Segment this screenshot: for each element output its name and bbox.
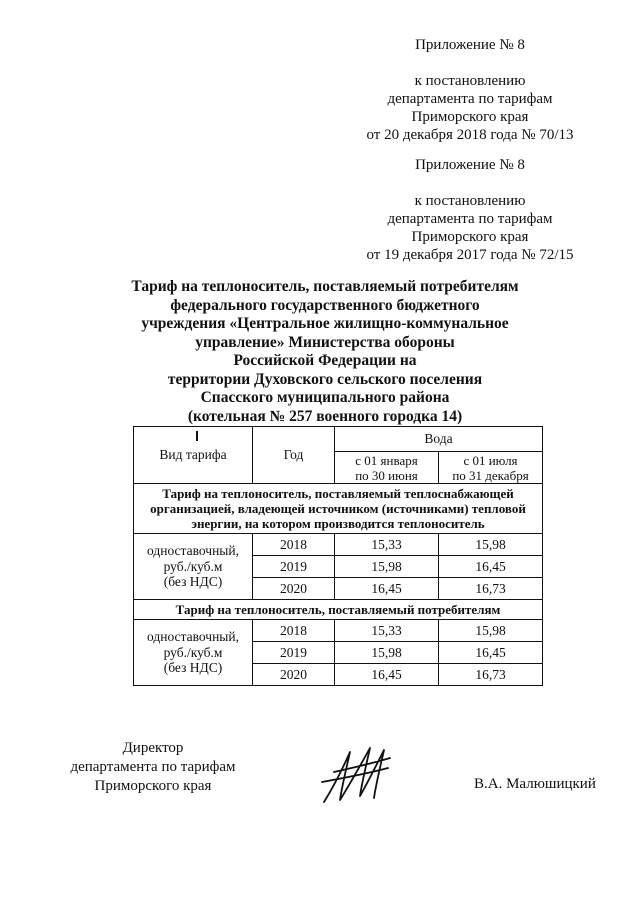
title-line: управление» Министерства обороны: [195, 333, 455, 351]
signatory-position: [48, 739, 258, 796]
value-second-half: 16,73: [439, 664, 543, 686]
year-cell: 2019: [253, 556, 335, 578]
appendix-title: Приложение № 8: [415, 37, 525, 53]
tariff-type-cell: [134, 534, 253, 600]
value-second-half: 15,98: [439, 620, 543, 642]
value-first-half: 16,45: [335, 578, 439, 600]
value-first-half: 15,98: [335, 642, 439, 664]
title-line: Тариф на теплоноситель, поставляемый потребителям: [131, 278, 519, 295]
table-row: [134, 620, 543, 642]
value-first-half: 15,33: [335, 534, 439, 556]
appendix-line: от 20 декабря 2018 года № 70/13: [366, 127, 574, 143]
tariff-type-line: руб./куб.м: [163, 558, 223, 574]
appendix-line: департамента по тарифам: [387, 91, 553, 107]
appendix-line: Приморского края: [411, 109, 529, 125]
title-line: (котельная № 257 военного городка 14): [187, 407, 463, 425]
value-first-half: 16,45: [335, 664, 439, 686]
appendix-line: от 19 декабря 2017 года № 72/15: [366, 247, 574, 263]
header-period-line: с 01 января: [355, 452, 418, 468]
appendix-line: департамента по тарифам: [387, 211, 553, 227]
value-first-half: 15,33: [335, 620, 439, 642]
appendix-line: к постановлению: [414, 193, 526, 209]
table-row: [134, 534, 543, 556]
appendix-line: Приморского края: [411, 229, 529, 245]
title-line: федерального государственного бюджетного: [170, 296, 480, 314]
tariff-type-line: (без НДС): [163, 660, 223, 676]
year-cell: 2018: [253, 620, 335, 642]
year-cell: 2019: [253, 642, 335, 664]
header-period-line: по 31 декабря: [452, 467, 529, 483]
value-second-half: 16,45: [439, 556, 543, 578]
section-title: Тариф на теплоноситель, поставляемый теплоснабжающей организацией, владеющей источником (источниками) тепловой энергии, на котором производится теплоноситель: [134, 484, 543, 534]
position-line: Приморского края: [94, 778, 212, 794]
tariff-type-line: руб./куб.м: [163, 644, 223, 660]
value-second-half: 16,73: [439, 578, 543, 600]
header-period-first-half: [335, 452, 439, 484]
title-line: Спасского муниципального района: [200, 389, 450, 406]
position-line: департамента по тарифам: [70, 759, 236, 775]
header-water: Вода: [335, 427, 543, 452]
signatory-name: В.А. Малюшицкий: [474, 776, 596, 792]
appendix-line: к постановлению: [414, 73, 526, 89]
title-line: территории Духовского сельского поселения: [167, 370, 483, 388]
tariff-type-line: одноставочный,: [147, 543, 239, 559]
header-period-line: с 01 июля: [463, 452, 518, 468]
appendix-title: Приложение № 8: [415, 157, 525, 173]
handwritten-signature: [320, 742, 392, 808]
appendix-block-current: [350, 36, 590, 144]
header-tariff-type: Вид тарифа: [134, 427, 253, 484]
document-title: [110, 278, 540, 426]
year-cell: 2018: [253, 534, 335, 556]
value-second-half: 16,45: [439, 642, 543, 664]
value-first-half: 15,98: [335, 556, 439, 578]
position-line: Директор: [122, 740, 184, 756]
year-cell: 2020: [253, 664, 335, 686]
tariff-type-line: (без НДС): [163, 574, 223, 590]
section-title: Тариф на теплоноситель, поставляемый потребителям: [134, 600, 543, 620]
tariff-table: [133, 426, 543, 686]
header-year: Год: [253, 427, 335, 484]
header-period-second-half: [439, 452, 543, 484]
appendix-block-previous: [350, 156, 590, 264]
tariff-type-line: одноставочный,: [147, 629, 239, 645]
header-period-line: по 30 июня: [355, 467, 418, 483]
title-line: учреждения «Центральное жилищно-коммунальное: [141, 315, 509, 332]
tariff-type-cell: [134, 620, 253, 686]
title-line: Российской Федерации на: [233, 352, 417, 369]
year-cell: 2020: [253, 578, 335, 600]
value-second-half: 15,98: [439, 534, 543, 556]
